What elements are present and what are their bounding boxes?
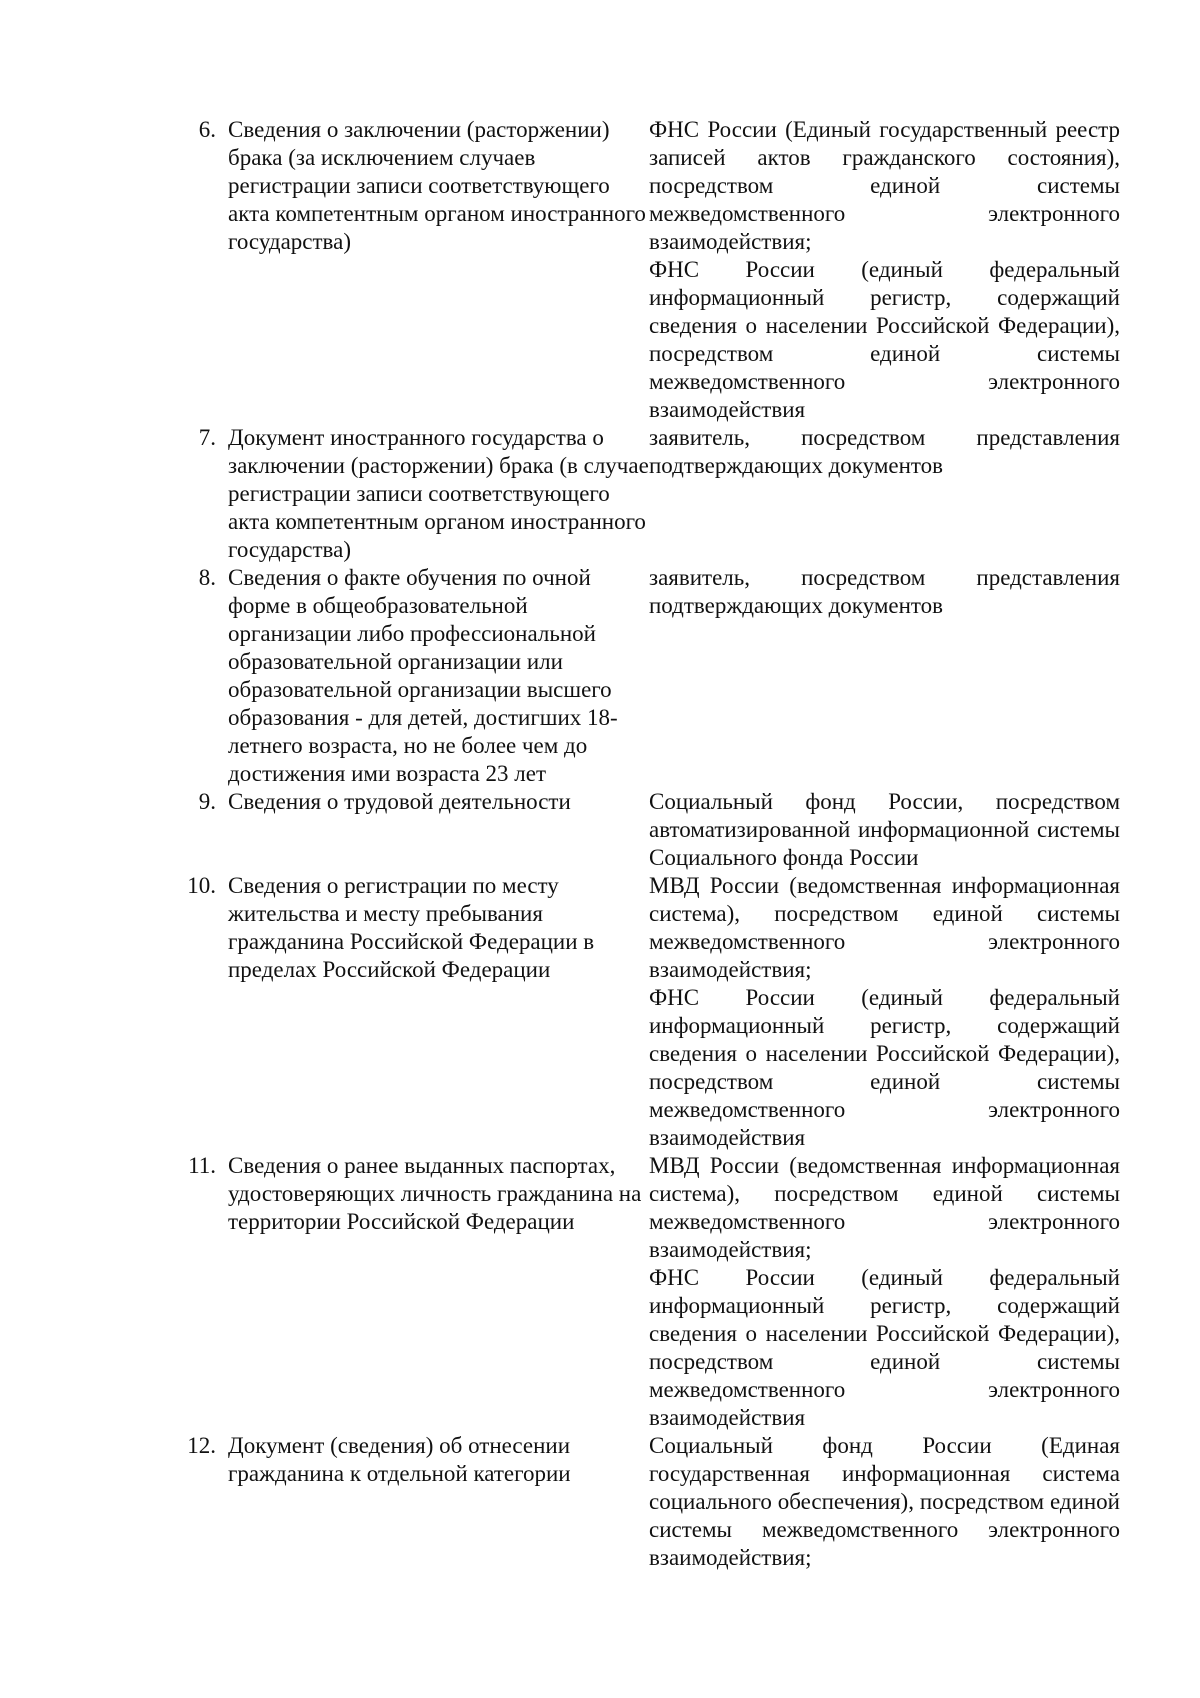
table-row — [176, 872, 1120, 1152]
row-number: 8. — [198, 565, 216, 590]
source-text: ФНС России (единый федеральный информационный регистр, содержащий сведения о населении Российской Федерации), посредством единой системы межведомственного электронного взаимодействия — [649, 985, 1120, 1150]
row-number: 10. — [187, 873, 216, 898]
table-row — [176, 564, 1120, 788]
source-text: заявитель, посредством представления подтверждающих документов — [649, 565, 1120, 618]
source-cell — [649, 788, 1120, 872]
source-text: МВД России (ведомственная информационная система), посредством единой системы межведомственного электронного взаимодействия; — [649, 873, 1120, 982]
source-cell — [649, 1432, 1120, 1572]
row-number: 7. — [198, 425, 216, 450]
document-name: Документ (сведения) об отнесении гражданина к отдельной категории — [228, 1433, 571, 1486]
document-name: Сведения о заключении (расторжении) брака (за исключением случаев регистрации записи соответствующего акта компетентным органом иностранного государства) — [228, 117, 646, 254]
table-row — [176, 788, 1120, 872]
row-number: 11. — [188, 1153, 216, 1178]
source-text: ФНС России (единый федеральный информационный регистр, содержащий сведения о населении Российской Федерации), посредством единой системы межведомственного электронного взаимодействия — [649, 1265, 1120, 1430]
source-text: Социальный фонд России (Единая государственная информационная система социального обеспечения), посредством единой системы межведомственного электронного взаимодействия; — [649, 1433, 1120, 1570]
document-name: Сведения о трудовой деятельности — [228, 789, 571, 814]
source-cell — [649, 564, 1120, 620]
row-number: 6. — [198, 117, 216, 142]
document-name: Документ иностранного государства о заключении (расторжении) брака (в случае регистрации записи соответствующего акта компетентным органом иностранного государства) — [228, 425, 649, 562]
table-row — [176, 1152, 1120, 1432]
document-name: Сведения о регистрации по месту жительства и месту пребывания гражданина Российской Федерации в пределах Российской Федерации — [228, 873, 595, 982]
source-text: Социальный фонд России, посредством автоматизированной информационной системы Социального фонда России — [649, 789, 1120, 870]
row-number: 12. — [187, 1433, 216, 1458]
source-cell — [649, 872, 1120, 1152]
table-row — [176, 1432, 1120, 1572]
source-text: заявитель, посредством представления подтверждающих документов — [649, 425, 1120, 478]
source-cell — [649, 1152, 1120, 1432]
row-number: 9. — [198, 789, 216, 814]
table-row — [176, 116, 1120, 424]
document-name: Сведения о ранее выданных паспортах, удостоверяющих личность гражданина на территории Российской Федерации — [228, 1153, 642, 1234]
source-cell — [649, 116, 1120, 424]
source-text: ФНС России (единый федеральный информационный регистр, содержащий сведения о населении Российской Федерации), посредством единой системы межведомственного электронного взаимодействия — [649, 257, 1120, 422]
source-cell — [649, 424, 1120, 480]
source-text: ФНС России (Единый государственный реестр записей актов гражданского состояния), посредством единой системы межведомственного электронного взаимодействия; — [649, 117, 1120, 254]
documents-table — [176, 116, 1120, 1572]
source-text: МВД России (ведомственная информационная система), посредством единой системы межведомственного электронного взаимодействия; — [649, 1153, 1120, 1262]
document-name: Сведения о факте обучения по очной форме в общеобразовательной организации либо профессиональной образовательной организации или образовательной организации высшего образования - для детей, достигших 18-летнего возраста, но не более чем до достижения ими возраста 23 лет — [228, 565, 618, 786]
table-row — [176, 424, 1120, 564]
